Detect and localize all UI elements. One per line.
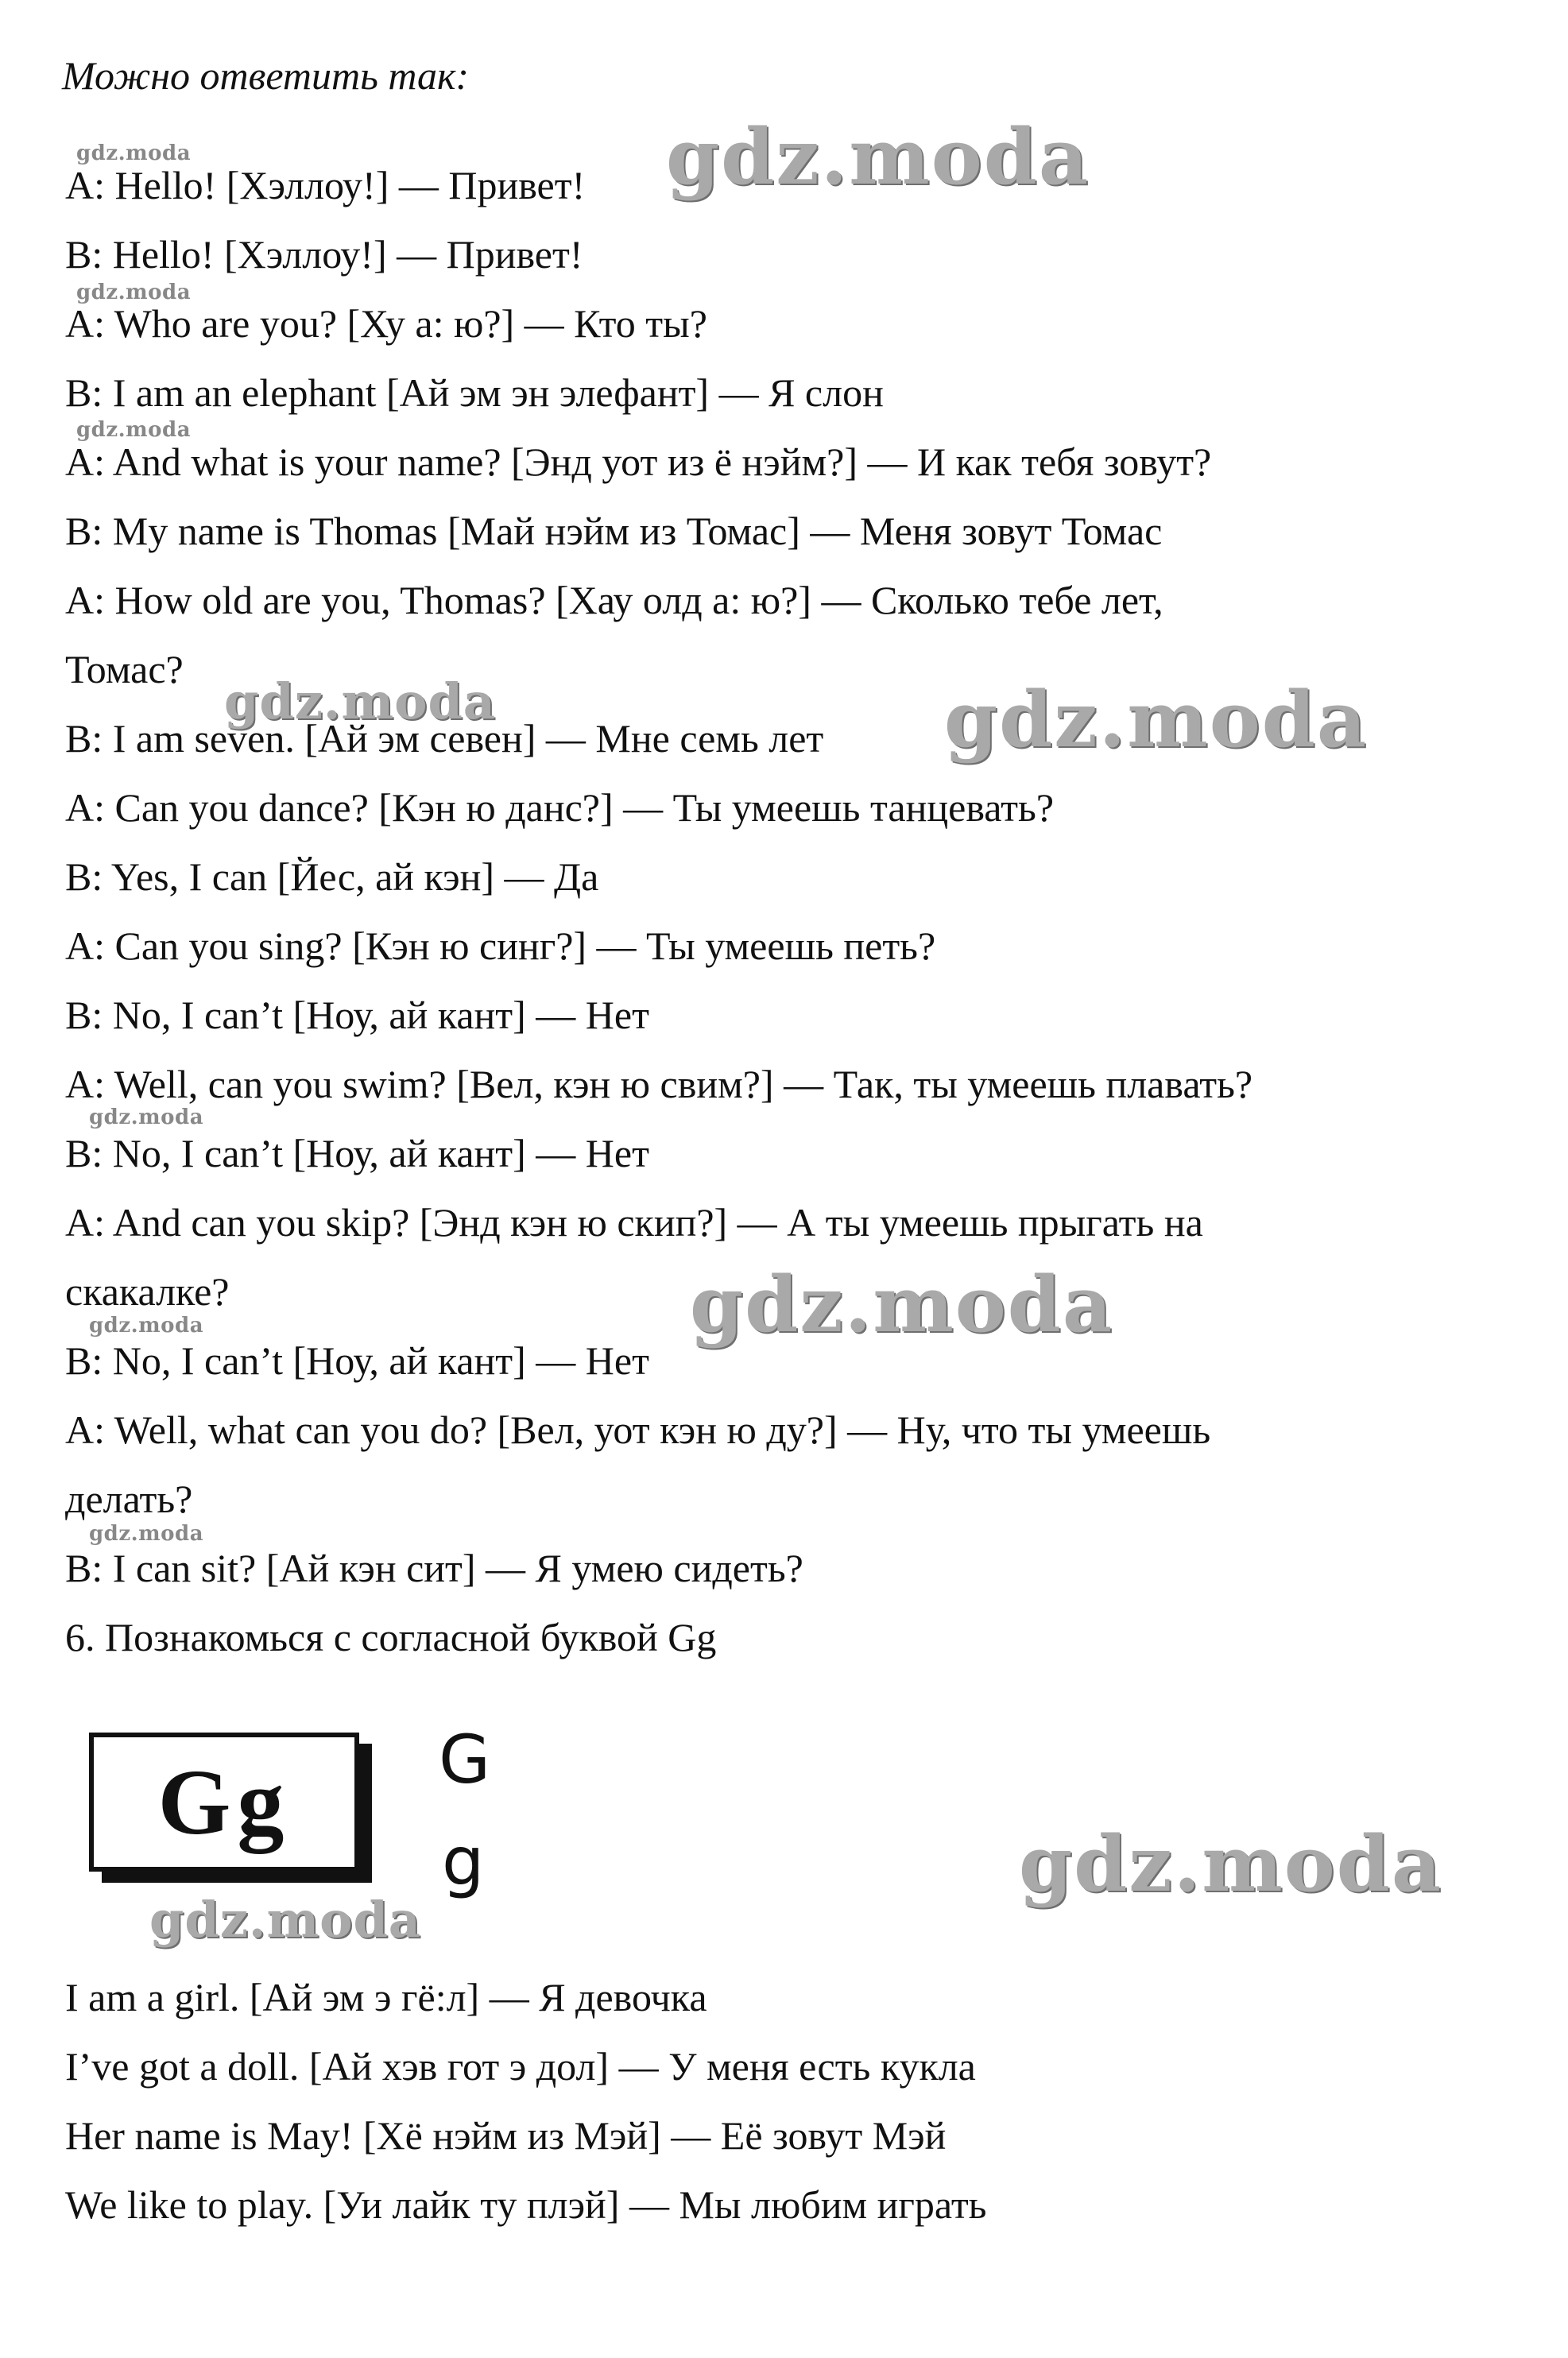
watermark-small: gdz.moda [76, 281, 192, 304]
dialogue-line: A: Can you dance? [Кэн ю данс?] — Ты умеешь танцевать? [65, 785, 1055, 830]
watermark-small: gdz.moda [89, 1522, 204, 1546]
printed-lowercase-letter: g [442, 1822, 485, 1900]
dialogue-line: A: And can you skip? [Энд кэн ю скип?] — А ты умеешь прыгать на [65, 1200, 1203, 1245]
dialogue-line: B: Yes, I can [Йес, ай кэн] — Да [65, 854, 599, 899]
dialogue-line: B: I am seven. [Ай эм севен] — Мне семь лет [65, 716, 824, 761]
dialogue-line: A: Well, what can you do? [Вел, уот кэн ю ду?] — Ну, что ты умеешь [65, 1407, 1211, 1452]
dialogue-line: A: Who are you? [Ху а: ю?] — Кто ты? [65, 301, 707, 346]
watermark-large: gdz.moda [690, 1260, 1114, 1349]
letter-card-text: Gg [157, 1749, 291, 1854]
watermark-small: gdz.moda [76, 418, 192, 442]
intro-text: Можно ответить так: [62, 53, 470, 98]
dialogue-line: Томас? [65, 647, 184, 691]
watermark-small: gdz.moda [76, 141, 192, 165]
watermark-large: gdz.moda [1019, 1819, 1443, 1909]
dialogue-line: B: No, I can’t [Ноу, ай кант] — Нет [65, 1131, 649, 1175]
letter-card [89, 1733, 359, 1872]
watermark-small: gdz.moda [89, 1314, 204, 1338]
dialogue-line: B: No, I can’t [Ноу, ай кант] — Нет [65, 1338, 649, 1383]
poem-line: I’ve got a doll. [Ай хэв гот э дол] — У меня есть кукла [65, 2044, 976, 2089]
dialogue-line: B: I can sit? [Ай кэн сит] — Я умею сидеть? [65, 1546, 803, 1590]
watermark-medium: gdz.moda [224, 672, 496, 730]
watermark-large: gdz.moda [666, 112, 1090, 202]
dialogue-line: A: Can you sing? [Кэн ю синг?] — Ты умеешь петь? [65, 923, 936, 968]
dialogue-line: B: No, I can’t [Ноу, ай кант] — Нет [65, 993, 649, 1037]
dialogue-line: скакалке? [65, 1269, 230, 1314]
poem-line: I am a girl. [Ай эм э гё:л] — Я девочка [65, 1975, 707, 2019]
dialogue-line: делать? [65, 1477, 193, 1521]
dialogue-line: B: I am an elephant [Ай эм эн элефант] — Я слон [65, 370, 884, 415]
section-heading: 6. Познакомься с согласной буквой Gg [65, 1615, 717, 1659]
dialogue-line: B: Hello! [Хэллоу!] — Привет! [65, 232, 583, 277]
printed-uppercase-letter: G [439, 1721, 491, 1799]
dialogue-line: A: Well, can you swim? [Вел, кэн ю свим?] — Так, ты умеешь плавать? [65, 1062, 1253, 1106]
poem-line: We like to play. [Уи лайк ту плэй] — Мы любим играть [65, 2182, 987, 2227]
dialogue-line: A: And what is your name? [Энд уот из ё нэйм?] — И как тебя зовут? [65, 439, 1212, 484]
dialogue-line: A: How old are you, Thomas? [Хау олд а: ю?] — Сколько тебе лет, [65, 578, 1163, 622]
watermark-small: gdz.moda [89, 1105, 204, 1129]
dialogue-line: B: My name is Thomas [Май нэйм из Томас] — Меня зовут Томас [65, 509, 1163, 553]
poem-line: Her name is May! [Хё нэйм из Мэй] — Её зовут Мэй [65, 2113, 947, 2158]
watermark-medium: gdz.moda [149, 1891, 421, 1949]
watermark-large: gdz.moda [944, 675, 1369, 765]
dialogue-line: A: Hello! [Хэллоу!] — Привет! [65, 163, 586, 207]
